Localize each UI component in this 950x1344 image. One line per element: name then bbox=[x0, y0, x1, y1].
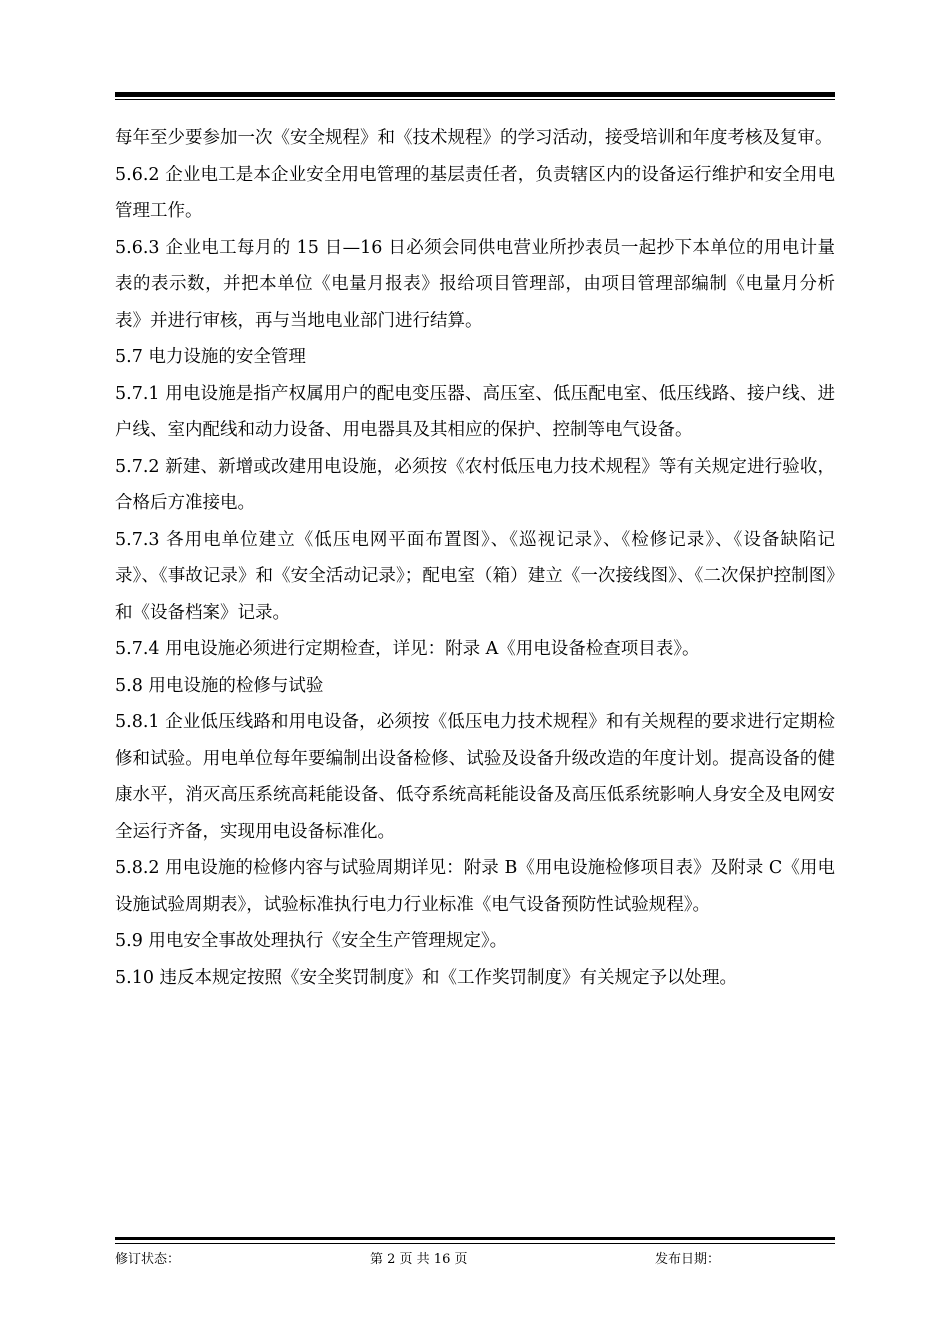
paragraph-5-7-2: 5.7.2 新建、新增或改建用电设施，必须按《农村低压电力技术规程》等有关规定进行验收，合格后方准接电。 bbox=[115, 456, 835, 513]
paragraph-5-6-2: 5.6.2 企业电工是本企业安全用电管理的基层责任者，负责辖区内的设备运行维护和安全用电管理工作。 bbox=[115, 164, 835, 221]
page-number: 第 2 页 共 16 页 bbox=[370, 1252, 468, 1267]
page-footer bbox=[115, 1248, 835, 1268]
footer-rule bbox=[115, 1237, 835, 1244]
section-heading-5-8: 5.8 用电设施的检修与试验 bbox=[115, 675, 324, 696]
publish-date-label: 发布日期： bbox=[655, 1252, 721, 1267]
paragraph-5-10: 5.10 违反本规定按照《安全奖罚制度》和《工作奖罚制度》有关规定予以处理。 bbox=[115, 967, 738, 988]
paragraph-5-6-3: 5.6.3 企业电工每月的 15 日—16 日必须会同供电营业所抄表员一起抄下本单位的用电计量表的表示数，并把本单位《电量月报表》报给项目管理部，由项目管理部编制《电量月分析表》并进行审核，再与当地电业部门进行结算。 bbox=[115, 237, 835, 331]
paragraph-5-8-1: 5.8.1 企业低压线路和用电设备，必须按《低压电力技术规程》和有关规程的要求进行定期检修和试验。用电单位每年要编制出设备检修、试验及设备升级改造的年度计划。提高设备的健康水平，消灭高压系统高耗能设备、低夺系统高耗能设备及高压低系统影响人身安全及电网安全运行齐备，实现用电设备标准化。 bbox=[115, 712, 835, 842]
paragraph-5-9: 5.9 用电安全事故处理执行《安全生产管理规定》。 bbox=[115, 931, 508, 951]
revision-status-label: 修订状态： bbox=[115, 1252, 181, 1267]
document-body bbox=[115, 120, 835, 996]
header-rule bbox=[115, 92, 835, 100]
paragraph-5-7-4: 5.7.4 用电设施必须进行定期检查，详见：附录 A《用电设备检查项目表》。 bbox=[115, 639, 700, 659]
paragraph-5-7-3: 5.7.3 各用电单位建立《低压电网平面布置图》、《巡视记录》、《检修记录》、《设备缺陷记录》、《事故记录》和《安全活动记录》；配电室（箱）建立《一次接线图》、《二次保护控制图》和《设备档案》记录。 bbox=[115, 529, 835, 623]
paragraph-5-8-2: 5.8.2 用电设施的检修内容与试验周期详见：附录 B《用电设施检修项目表》及附录 C《用电设施试验周期表》，试验标准执行电力行业标准《电气设备预防性试验规程》。 bbox=[115, 858, 835, 915]
section-heading-5-7: 5.7 电力设施的安全管理 bbox=[115, 347, 306, 367]
paragraph-continuation: 每年至少要参加一次《安全规程》和《技术规程》的学习活动，接受培训和年度考核及复审。 bbox=[115, 128, 833, 148]
paragraph-5-7-1: 5.7.1 用电设施是指产权属用户的配电变压器、高压室、低压配电室、低压线路、接户线、进户线、室内配线和动力设备、用电器具及其相应的保护、控制等电气设备。 bbox=[115, 383, 835, 440]
